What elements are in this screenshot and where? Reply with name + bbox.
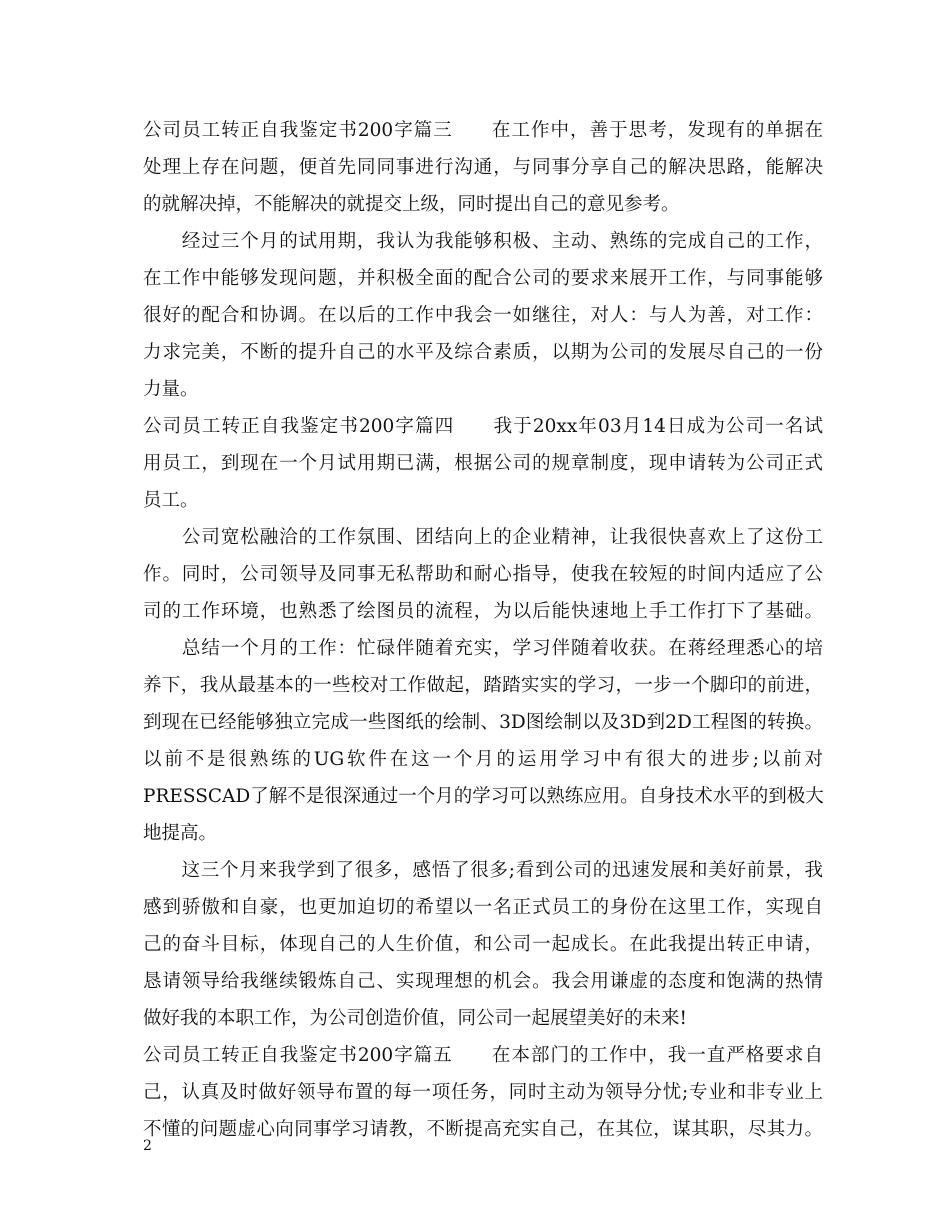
text-line: PRESSCAD了解不是很深通过一个月的学习可以熟练应用。自身技术水平的到极大: [143, 786, 824, 807]
document-body: [143, 112, 823, 1148]
text-line: 不懂的问题虚心向同事学习请教，不断提高充实自己，在其位，谋其职，尽其力。: [143, 1119, 823, 1140]
text-line: 力求完美，不断的提升自己的水平及综合素质，以期为公司的发展尽自己的一份: [143, 342, 823, 363]
text-line: 力量。: [143, 379, 199, 400]
text-line: 这三个月来我学到了很多，感悟了很多;看到公司的迅速发展和美好前景，我: [143, 860, 823, 881]
text-line: 到现在已经能够独立完成一些图纸的绘制、3D图绘制以及3D到2D工程图的转换。: [143, 712, 823, 733]
text-line: 己的奋斗目标，体现自己的人生价值，和公司一起成长。在此我提出转正申请，: [143, 934, 823, 955]
text-line: 处理上存在问题，便首先同同事进行沟通，与同事分享自己的解决思路，能解决: [143, 157, 823, 178]
text-line: 以前不是很熟练的UG软件在这一个月的运用学习中有很大的进步;以前对: [143, 749, 823, 770]
text-line: 员工。: [143, 490, 199, 511]
text-line: 公司员工转正自我鉴定书200字篇五 在本部门的工作中，我一直严格要求自: [143, 1045, 823, 1066]
text-line: 地提高。: [143, 823, 218, 844]
page-number: 2: [143, 1138, 152, 1154]
text-line: 的就解决掉，不能解决的就提交上级，同时提出自己的意见参考。: [143, 194, 680, 215]
text-line: 公司员工转正自我鉴定书200字篇四 我于20xx年03月14日成为公司一名试: [143, 416, 823, 437]
text-line: 恳请领导给我继续锻炼自己、实现理想的机会。我会用谦虚的态度和饱满的热情: [143, 971, 823, 992]
text-line: 己，认真及时做好领导布置的每一项任务，同时主动为领导分忧;专业和非专业上: [143, 1082, 823, 1103]
text-line: 养下，我从最基本的一些校对工作做起，踏踏实实的学习，一步一个脚印的前进，: [143, 675, 823, 696]
text-line: 总结一个月的工作：忙碌伴随着充实，学习伴随着收获。在蒋经理悉心的培: [143, 638, 823, 659]
text-line: 作。同时，公司领导及同事无私帮助和耐心指导，使我在较短的时间内适应了公: [143, 564, 823, 585]
text-line: 感到骄傲和自豪，也更加迫切的希望以一名正式员工的身份在这里工作，实现自: [143, 897, 823, 918]
text-line: 经过三个月的试用期，我认为我能够积极、主动、熟练的完成自己的工作，: [143, 231, 823, 252]
text-line: 在工作中能够发现问题，并积极全面的配合公司的要求来展开工作，与同事能够: [143, 268, 823, 289]
text-line: 很好的配合和协调。在以后的工作中我会一如继往，对人：与人为善，对工作：: [143, 305, 823, 326]
text-line: 做好我的本职工作，为公司创造价值，同公司一起展望美好的未来!: [143, 1008, 687, 1029]
text-line: 司的工作环境，也熟悉了绘图员的流程，为以后能快速地上手工作打下了基础。: [143, 601, 823, 622]
text-line: 公司宽松融洽的工作氛围、团结向上的企业精神，让我很快喜欢上了这份工: [143, 527, 823, 548]
text-line: 公司员工转正自我鉴定书200字篇三 在工作中，善于思考，发现有的单据在: [143, 120, 823, 141]
text-line: 用员工，到现在一个月试用期已满，根据公司的规章制度，现申请转为公司正式: [143, 453, 823, 474]
